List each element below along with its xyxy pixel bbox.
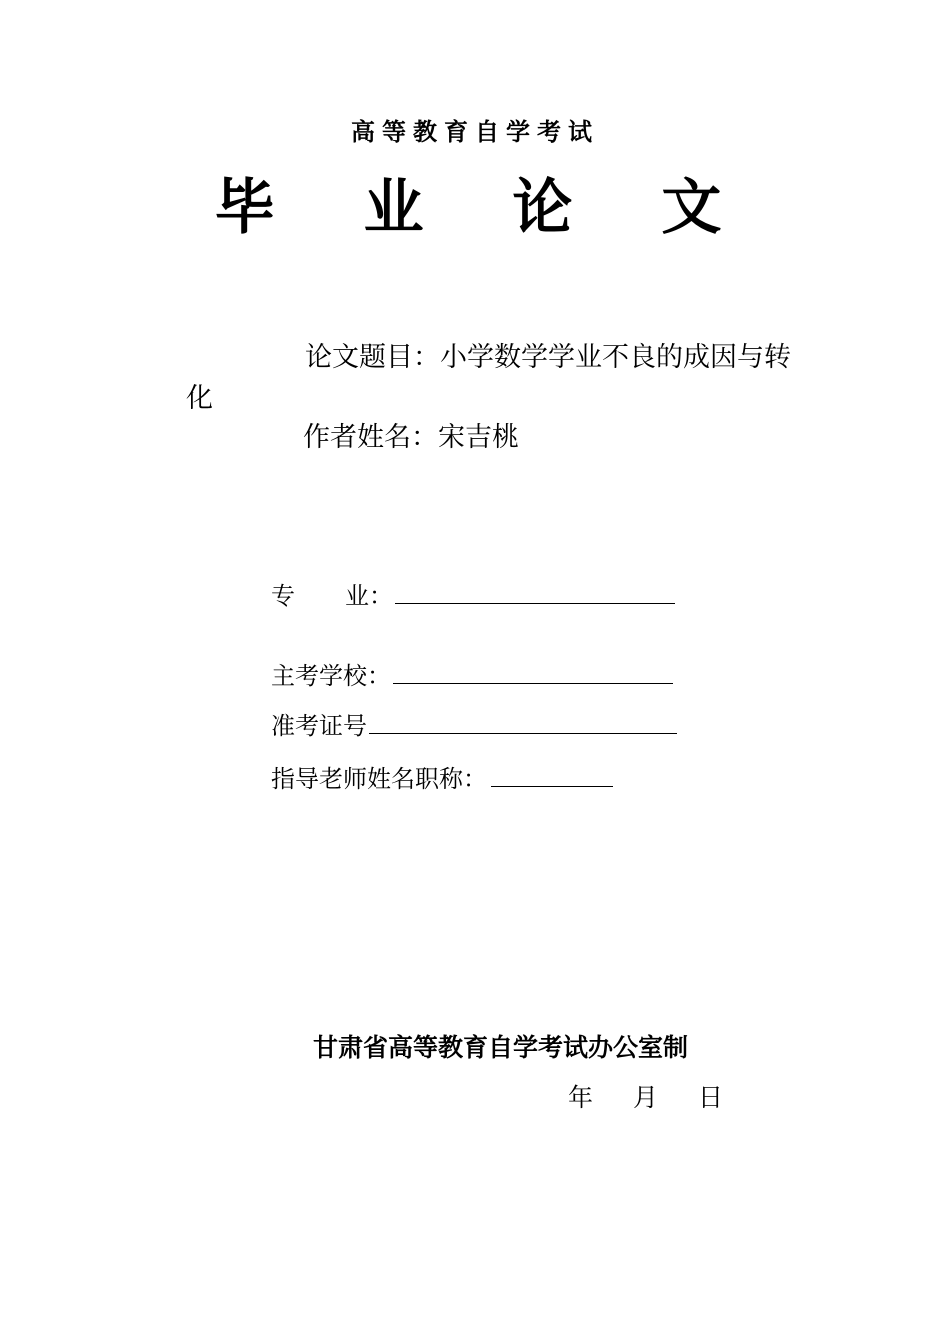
advisor-blank-line[interactable] bbox=[491, 768, 613, 787]
day-label: 日 bbox=[698, 1083, 724, 1112]
topic-label: 论文题目： bbox=[305, 342, 440, 373]
cert-number-blank-line[interactable] bbox=[369, 715, 677, 734]
topic-value-part1: 小学数学学业不良的成因与转 bbox=[440, 342, 791, 373]
year-label: 年 bbox=[568, 1083, 594, 1112]
month-label: 月 bbox=[633, 1083, 659, 1112]
date-line bbox=[568, 1078, 723, 1114]
author-field bbox=[303, 415, 519, 454]
author-label: 作者姓名： bbox=[303, 422, 438, 453]
advisor-label: 指导老师姓名职称： bbox=[271, 765, 487, 793]
cert-number-label: 准考证号 bbox=[271, 712, 367, 740]
school-field bbox=[271, 656, 673, 691]
topic-value-part2: 化 bbox=[186, 383, 213, 414]
major-blank-line[interactable] bbox=[395, 585, 675, 604]
school-blank-line[interactable] bbox=[393, 665, 673, 684]
document-title: 毕 业 论 文 bbox=[214, 173, 756, 243]
major-field bbox=[271, 576, 675, 611]
author-name: 宋吉桃 bbox=[438, 422, 519, 453]
major-label-char1: 专 bbox=[271, 582, 295, 610]
school-label: 主考学校： bbox=[271, 662, 391, 690]
thesis-topic bbox=[305, 335, 791, 374]
issuing-organization: 甘肃省高等教育自学考试办公室制 bbox=[313, 1033, 689, 1062]
advisor-field bbox=[271, 759, 613, 794]
cert-number-field bbox=[271, 706, 677, 741]
exam-name-heading: 高等教育自学考试 bbox=[351, 118, 599, 146]
major-label-char2: 业： bbox=[345, 582, 393, 610]
